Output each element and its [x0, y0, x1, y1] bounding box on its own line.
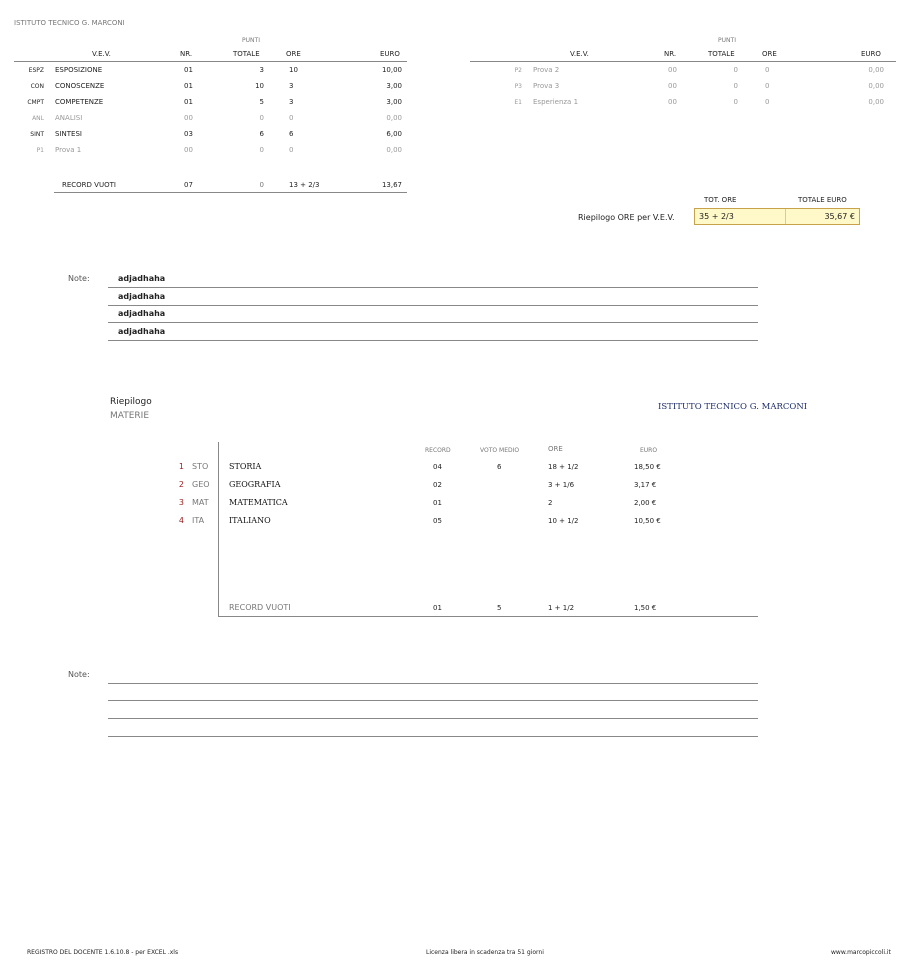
vev-code: P1	[36, 147, 44, 154]
vev-name[interactable]: Prova 2	[533, 66, 560, 74]
col-header-ore-right: ORE	[762, 50, 777, 58]
header-divider-right	[470, 61, 896, 62]
materia-name[interactable]: GEOGRAFIA	[229, 480, 281, 489]
vev-ore: 3	[289, 98, 294, 106]
vev-ore: 3	[289, 82, 294, 90]
materia-name[interactable]: MATEMATICA	[229, 498, 288, 507]
note-text[interactable]: adjadhaha	[118, 326, 166, 336]
col-header-euro-right: EURO	[861, 50, 881, 58]
vev-code: CON	[30, 83, 44, 90]
materia-number: 2	[178, 480, 184, 489]
materia-euro: 18,50 €	[634, 463, 661, 471]
riepilogo-ore-label: Riepilogo ORE per V.E.V.	[578, 213, 675, 222]
materia-voto: 6	[497, 463, 502, 471]
riepilogo-title: Riepilogo	[110, 397, 152, 407]
vev-euro: 0,00	[868, 66, 884, 74]
summary-separator	[785, 209, 786, 224]
vev-nr: 00	[668, 66, 677, 74]
vev-code: ESPZ	[28, 67, 44, 74]
vev-code: P3	[514, 83, 522, 90]
vev-euro: 0,00	[386, 114, 402, 122]
materie-record-vuoti-ore: 1 + 1/2	[548, 604, 575, 612]
materia-euro: 10,50 €	[634, 517, 661, 525]
notes2-line-3[interactable]	[108, 718, 758, 719]
vev-name[interactable]: COMPETENZE	[55, 98, 104, 106]
vev-code: E1	[514, 99, 522, 106]
vev-ore: 0	[765, 82, 770, 90]
record-vuoti-divider	[54, 192, 407, 193]
vev-totale: 6	[259, 130, 264, 138]
notes-label-2: Note:	[68, 670, 90, 679]
header-divider	[14, 61, 407, 62]
riepilogo-school-name: ISTITUTO TECNICO G. MARCONI	[658, 402, 808, 412]
col-header-ore: ORE	[286, 50, 301, 58]
footer-license: Licenza libera in scadenza tra 51 giorni	[426, 949, 544, 956]
col-header-punti-right: PUNTI	[718, 37, 736, 44]
vev-nr: 00	[668, 98, 677, 106]
materia-record: 04	[433, 463, 442, 471]
materia-name[interactable]: ITALIANO	[229, 516, 271, 525]
vev-code: ANL	[32, 115, 44, 122]
materia-ore: 10 + 1/2	[548, 517, 579, 525]
col-header-punti: PUNTI	[242, 37, 260, 44]
vev-totale: 0	[733, 98, 738, 106]
vev-totale: 10	[255, 82, 264, 90]
materia-name[interactable]: STORIA	[229, 462, 262, 471]
vev-totale: 0	[733, 66, 738, 74]
materie-header-euro: EURO	[640, 447, 658, 454]
materia-code: ITA	[192, 516, 205, 525]
note-line	[108, 340, 758, 341]
vev-ore: 0	[289, 114, 294, 122]
record-vuoti-euro: 13,67	[381, 181, 402, 189]
vev-totale: 5	[259, 98, 264, 106]
vev-euro: 6,00	[386, 130, 402, 138]
vev-ore: 0	[765, 98, 770, 106]
vev-nr: 01	[184, 98, 193, 106]
vev-nr: 00	[184, 146, 193, 154]
totale-euro-label: TOTALE EURO	[798, 196, 847, 204]
vev-euro: 10,00	[381, 66, 402, 74]
materia-record: 02	[433, 481, 442, 489]
note-text[interactable]: adjadhaha	[118, 291, 166, 301]
note-line	[108, 287, 758, 288]
record-vuoti-label: RECORD VUOTI	[62, 181, 116, 189]
record-vuoti-ore: 13 + 2/3	[289, 181, 320, 189]
materia-euro: 2,00 €	[634, 499, 657, 507]
notes2-line-4[interactable]	[108, 736, 758, 737]
materia-ore: 3 + 1/6	[548, 481, 575, 489]
materie-record-vuoti-label: RECORD VUOTI	[229, 603, 291, 612]
notes-label: Note:	[68, 274, 90, 283]
materie-record-vuoti-euro: 1,50 €	[634, 604, 657, 612]
vev-totale: 0	[259, 114, 264, 122]
record-vuoti-totale: 0	[259, 181, 264, 189]
summary-box	[694, 208, 860, 225]
materia-number: 3	[178, 498, 184, 507]
vev-name[interactable]: Prova 3	[533, 82, 560, 90]
materia-number: 4	[178, 516, 184, 525]
tot-ore-label: TOT. ORE	[704, 196, 737, 204]
vev-nr: 03	[184, 130, 193, 138]
footer-app-version: REGISTRO DEL DOCENTE 1.6.10.8 - per EXCEL .xls	[27, 949, 179, 956]
footer-website[interactable]: www.marcopiccoli.it	[831, 949, 891, 956]
vev-ore: 0	[765, 66, 770, 74]
materie-record-vuoti-voto: 5	[497, 604, 502, 612]
tot-ore-value: 35 + 2/3	[699, 212, 734, 221]
materia-code: MAT	[192, 498, 209, 507]
vev-ore: 0	[289, 146, 294, 154]
school-name-header: ISTITUTO TECNICO G. MARCONI	[14, 19, 125, 27]
vev-nr: 00	[184, 114, 193, 122]
vev-name[interactable]: ANALISI	[55, 114, 83, 122]
vev-totale: 0	[733, 82, 738, 90]
vev-code: CMPT	[27, 99, 44, 106]
vev-nr: 01	[184, 66, 193, 74]
materie-header-record: RECORD	[425, 447, 451, 454]
vev-euro: 3,00	[386, 82, 402, 90]
col-header-nr-right: NR.	[664, 50, 677, 58]
notes2-line-1[interactable]	[108, 683, 758, 684]
vev-name[interactable]: SINTESI	[55, 130, 82, 138]
note-line	[108, 322, 758, 323]
vev-name[interactable]: CONOSCENZE	[55, 82, 105, 90]
materie-header-voto: VOTO MEDIO	[480, 447, 520, 454]
vev-euro: 3,00	[386, 98, 402, 106]
vev-totale: 0	[259, 146, 264, 154]
vev-name[interactable]: ESPOSIZIONE	[55, 66, 103, 74]
notes2-line-2[interactable]	[108, 700, 758, 701]
col-header-vev-right: V.E.V.	[570, 50, 589, 58]
col-header-totale: TOTALE	[233, 50, 260, 58]
col-header-totale-right: TOTALE	[708, 50, 735, 58]
materie-header-ore: ORE	[548, 445, 563, 453]
col-header-euro: EURO	[380, 50, 400, 58]
materia-code: STO	[192, 462, 209, 471]
note-text[interactable]: adjadhaha	[118, 274, 166, 283]
vev-totale: 3	[259, 66, 264, 74]
materie-record-vuoti-record: 01	[433, 604, 442, 612]
vev-code: P2	[514, 67, 522, 74]
vev-name[interactable]: Esperienza 1	[533, 98, 579, 106]
note-line	[108, 305, 758, 306]
vev-euro: 0,00	[868, 98, 884, 106]
vev-ore: 10	[289, 66, 298, 74]
materia-ore: 18 + 1/2	[548, 463, 579, 471]
col-header-vev: V.E.V.	[92, 50, 111, 58]
vev-code: SINT	[30, 131, 44, 138]
vev-euro: 0,00	[386, 146, 402, 154]
materie-vertical-divider	[218, 442, 219, 617]
vev-name[interactable]: Prova 1	[55, 146, 82, 154]
riepilogo-subtitle: MATERIE	[110, 411, 150, 421]
materie-bottom-divider	[218, 616, 758, 617]
materia-ore: 2	[548, 499, 553, 507]
col-header-nr: NR.	[180, 50, 193, 58]
totale-euro-value: 35,67 €	[824, 212, 855, 221]
vev-euro: 0,00	[868, 82, 884, 90]
materia-code: GEO	[192, 480, 210, 489]
vev-ore: 6	[289, 130, 294, 138]
materia-record: 01	[433, 499, 442, 507]
record-vuoti-nr: 07	[184, 181, 193, 189]
materia-record: 05	[433, 517, 442, 525]
materia-euro: 3,17 €	[634, 481, 657, 489]
materia-number: 1	[178, 462, 184, 471]
vev-nr: 01	[184, 82, 193, 90]
note-text[interactable]: adjadhaha	[118, 309, 166, 318]
vev-nr: 00	[668, 82, 677, 90]
